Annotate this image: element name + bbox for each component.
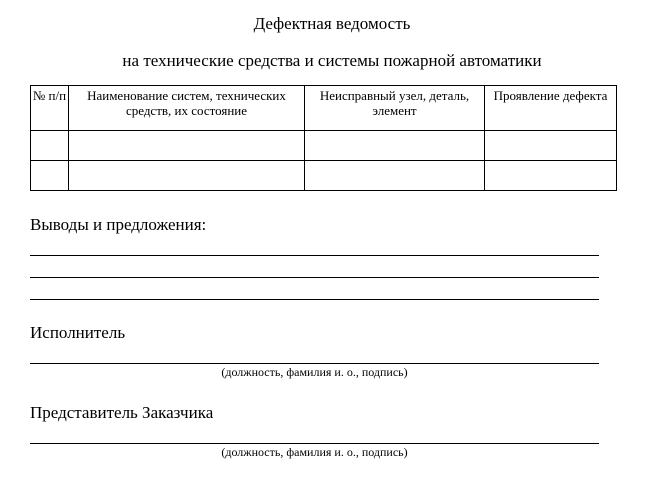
conclusions-line-2 — [30, 277, 599, 278]
document-subtitle: на технические средства и системы пожарной автоматики — [122, 51, 542, 70]
table-cell — [69, 131, 305, 161]
table-cell — [69, 161, 305, 191]
column-header-number: № п/п — [31, 86, 69, 131]
executor-signature-caption: (должность, фамилия и. о., подпись) — [221, 365, 408, 379]
table-header-row — [31, 86, 617, 131]
table-cell — [485, 161, 617, 191]
table-cell — [305, 161, 485, 191]
table-cell — [305, 131, 485, 161]
column-header-system-name: Наименование систем, технических средств, их состояние — [69, 86, 305, 131]
conclusions-heading: Выводы и предложения: — [30, 215, 207, 234]
document-title: Дефектная ведомость — [253, 14, 411, 33]
conclusions-line-3 — [30, 299, 599, 300]
conclusions-line-1 — [30, 255, 599, 256]
customer-signature-caption: (должность, фамилия и. о., подпись) — [221, 445, 408, 459]
column-header-faulty-unit: Неисправный узел, деталь, элемент — [305, 86, 485, 131]
defects-table — [30, 85, 617, 191]
table-row — [31, 161, 617, 191]
customer-heading: Представитель Заказчика — [30, 403, 214, 422]
table-row — [31, 131, 617, 161]
table-cell — [31, 131, 69, 161]
column-header-defect-manifestation: Проявление дефекта — [485, 86, 617, 131]
customer-signature-line — [30, 443, 599, 444]
executor-signature-line — [30, 363, 599, 364]
table-cell — [485, 131, 617, 161]
executor-heading: Исполнитель — [30, 323, 126, 342]
table-cell — [31, 161, 69, 191]
